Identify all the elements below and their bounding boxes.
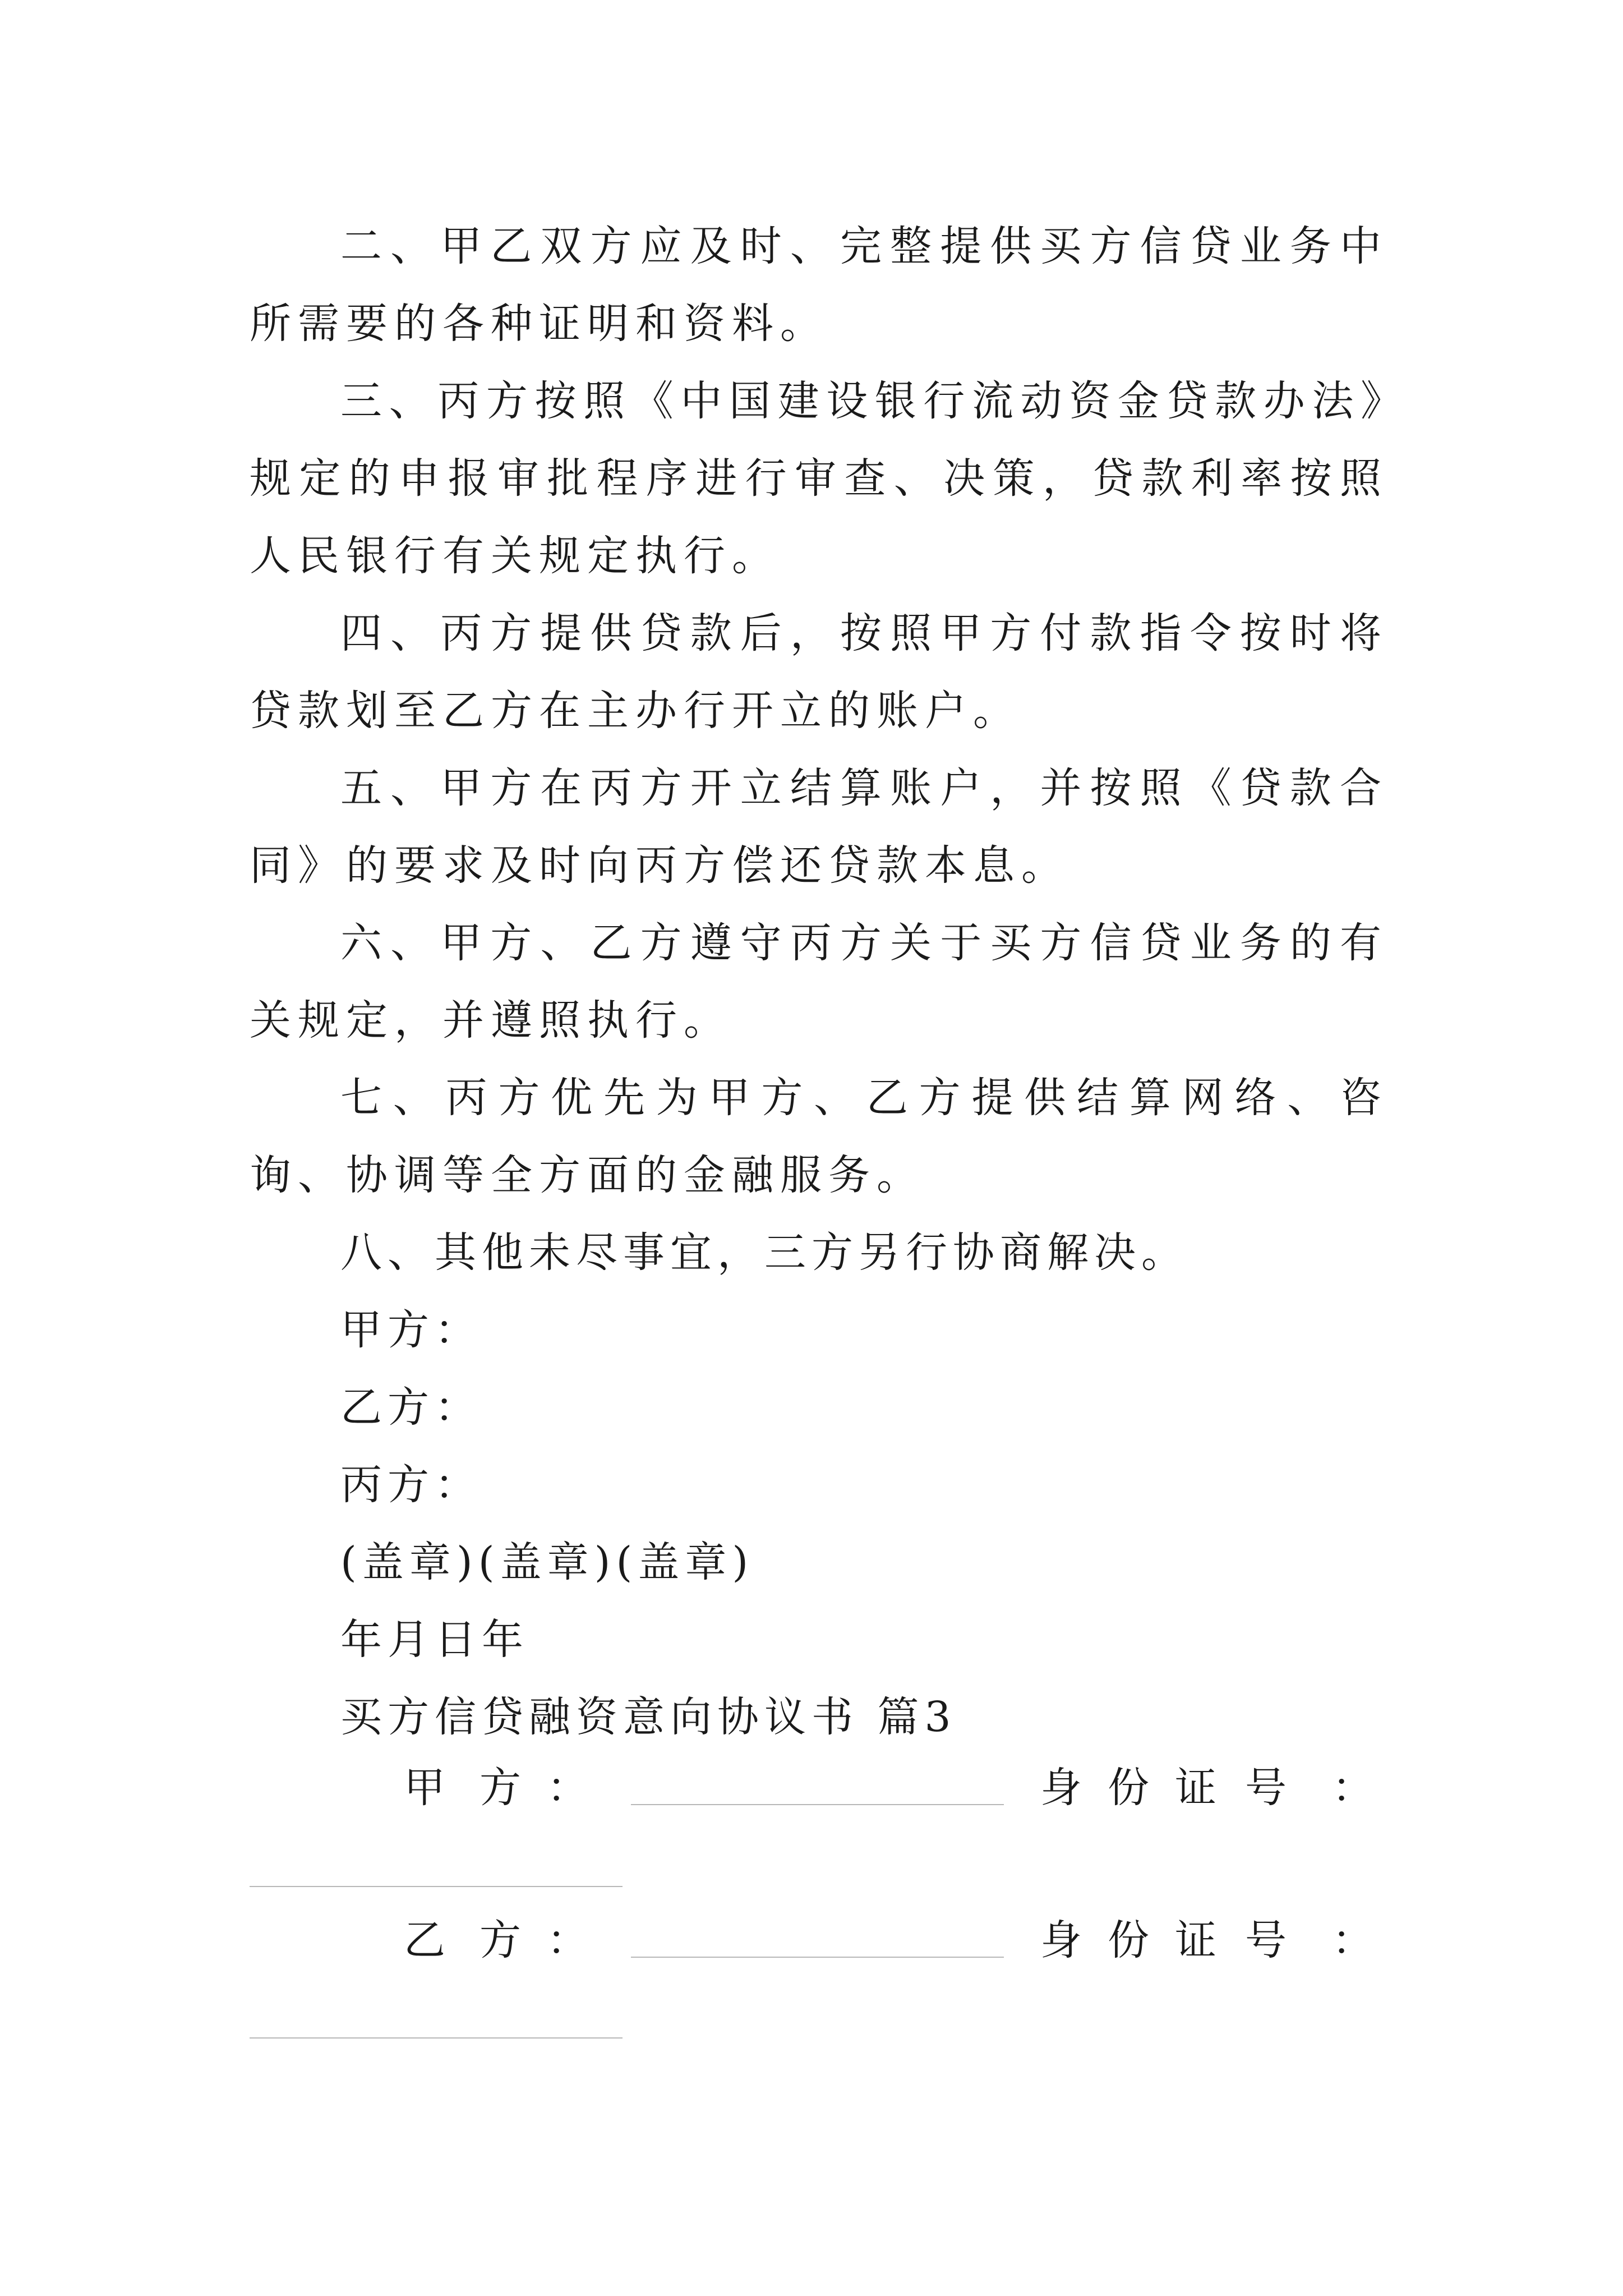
- party-a-id-colon: ：: [1332, 1764, 1373, 1812]
- clause-3: 三、丙方按照《中国建设银行流动资金贷款办法》规定的申报审批程序进行审查、决策，贷款利率按照人民银行有关规定执行。: [250, 377, 1388, 580]
- party-a-id-char-2: 份: [1108, 1764, 1149, 1812]
- party-b-char-1: 乙: [404, 1916, 445, 1964]
- party-b-name-blank: [631, 1957, 1004, 1958]
- clause-4: 四、丙方提供贷款后，按照甲方付款指令按时将贷款划至乙方在主办行开立的账户。: [250, 609, 1388, 735]
- party-a-id-char-3: 证: [1175, 1764, 1216, 1812]
- party-b-colon: ：: [547, 1916, 588, 1964]
- party-a-id-blank: [250, 1886, 623, 1887]
- party-c-label: 丙方：: [340, 1461, 482, 1509]
- sign-row-party-a: [250, 1755, 1388, 1811]
- party-a-name-blank: [631, 1804, 1004, 1805]
- clause-7: 七、丙方优先为甲方、乙方提供结算网络、咨询、协调等全方面的金融服务。: [250, 1074, 1388, 1199]
- document-page: [250, 208, 1388, 1756]
- section-title: 买方信贷融资意向协议书 篇3: [340, 1693, 957, 1741]
- party-a-colon: ：: [547, 1764, 588, 1812]
- party-a-char-2: 方: [479, 1764, 521, 1812]
- clause-5: 五、甲方在丙方开立结算账户，并按照《贷款合同》的要求及时向丙方偿还贷款本息。: [250, 764, 1388, 890]
- party-a-id-char-1: 身: [1040, 1764, 1082, 1812]
- clause-2: 二、甲乙双方应及时、完整提供买方信贷业务中所需要的各种证明和资料。: [250, 222, 1388, 348]
- date-placeholder: 年月日年: [340, 1616, 529, 1664]
- party-b-id-colon: ：: [1332, 1916, 1373, 1964]
- party-b-char-2: 方: [479, 1916, 521, 1964]
- party-a-char-1: 甲: [404, 1764, 445, 1812]
- party-a-id-char-4: 号: [1245, 1764, 1287, 1812]
- sign-row-party-b: [250, 1907, 1388, 1963]
- party-a-label: 甲方：: [340, 1306, 482, 1354]
- clause-8: 八、其他未尽事宜，三方另行协商解决。: [340, 1228, 1188, 1277]
- party-b-id-char-2: 份: [1108, 1916, 1149, 1964]
- party-b-id-char-1: 身: [1040, 1916, 1082, 1964]
- party-b-label: 乙方：: [340, 1383, 482, 1432]
- party-b-id-char-4: 号: [1245, 1916, 1287, 1964]
- party-b-id-blank: [250, 2037, 623, 2039]
- seal-placeholders: (盖章)(盖章)(盖章): [340, 1538, 754, 1586]
- clause-6: 六、甲方、乙方遵守丙方关于买方信贷业务的有关规定，并遵照执行。: [250, 919, 1388, 1045]
- party-b-id-char-3: 证: [1175, 1916, 1216, 1964]
